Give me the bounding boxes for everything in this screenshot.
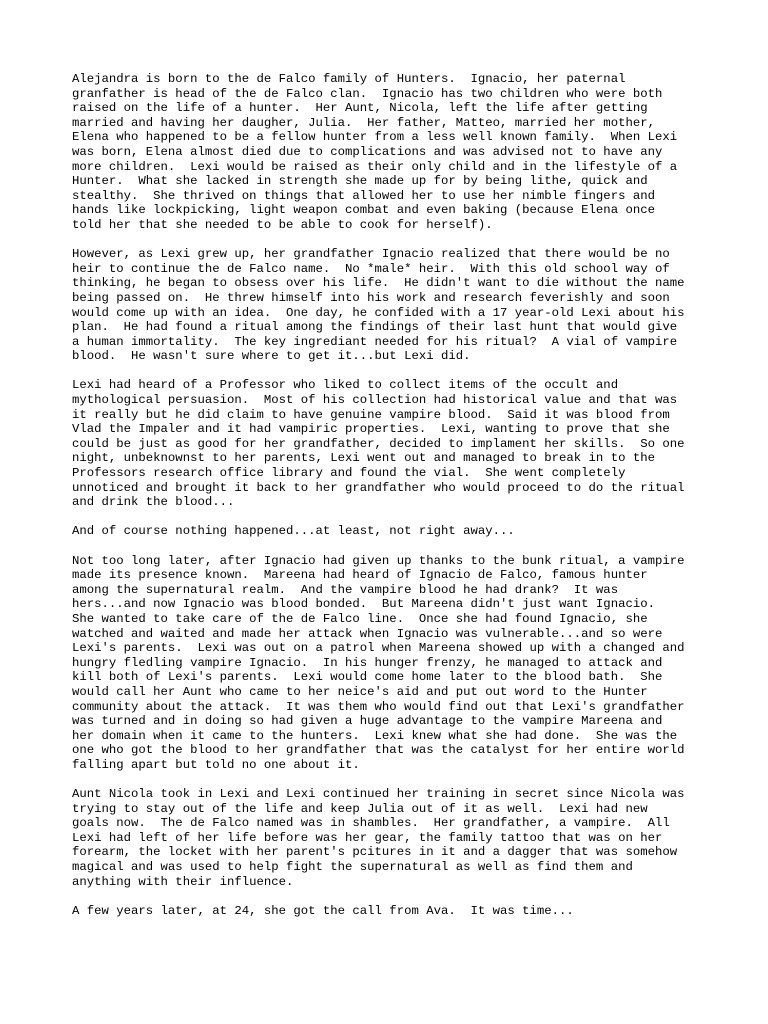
paragraph-2: However, as Lexi grew up, her grandfather Ignacio realized that there would be no heir to continue the de Falco name. No *male* heir. With this old school way of thinking, he began to obsess over his life. He didn't want to die without the name being passed on. He threw himself into his work and research feverishly and soon would come up with an idea. One day, he confided with a 17 year-old Lexi about his plan. He had found a ritual among the findings of their last hunt that would give a human immortality. The key ingrediant needed for his ritual? A vial of vampire blood. He wasn't sure where to get it...but Lexi did. — [72, 247, 685, 364]
paragraph-3: Lexi had heard of a Professor who liked to collect items of the occult and mythological persuasion. Most of his collection had historical value and that was it really but he did claim to have genuine vampire blood. Said it was blood from Vlad the Impaler and it had vampiric properties. Lexi, wanting to prove that she could be just as good for her grandfather, decided to implament her skills. So one night, unbeknownst to her parents, Lexi went out and managed to break in to the Professors research office library and found the vial. She went completely unnoticed and brought it back to her grandfather who would proceed to do the ritual and drink the blood... — [72, 378, 685, 510]
paragraph-6: Aunt Nicola took in Lexi and Lexi continued her training in secret since Nicola was trying to stay out of the life and keep Julia out of it as well. Lexi had new goals now. The de Falco named was in shambles. Her grandfather, a vampire. All Lexi had left of her life before was her gear, the family tattoo that was on her forearm, the locket with her parent's pcitures in it and a dagger that was somehow magical and was used to help fight the supernatural as well as find them and anything with their influence. — [72, 787, 685, 889]
paragraph-4: And of course nothing happened...at least, not right away... — [72, 524, 515, 539]
paragraph-7: A few years later, at 24, she got the call from Ava. It was time... — [72, 903, 574, 918]
document-page — [72, 72, 712, 933]
paragraph-1: Alejandra is born to the de Falco family of Hunters. Ignacio, her paternal granfather is head of the de Falco clan. Ignacio has two children who were both raised on the life of a hunter. Her Aunt, Nicola, left the life after getting married and having her daugher, Julia. Her father, Matteo, married her mother, Elena who happened to be a fellow hunter from a less well known family. When Lexi was born, Elena almost died due to complications and was advised not to have any more children. Lexi would be raised as their only child and in the lifestyle of a Hunter. What she lacked in strength she made up for by being lithe, quick and stealthy. She thrived on things that allowed her to use her nimble fingers and hands like lockpicking, light weapon combat and even baking (because Elena once told her that she needed to be able to cook for herself). — [72, 72, 678, 232]
paragraph-5: Not too long later, after Ignacio had given up thanks to the bunk ritual, a vampire made its presence known. Mareena had heard of Ignacio de Falco, famous hunter among the supernatural realm. And the vampire blood he had drank? It was hers...and now Ignacio was blood bonded. But Mareena didn't just want Ignacio. She wanted to take care of the de Falco line. Once she had found Ignacio, she watched and waited and made her attack when Ignacio was vulnerable...and so were Lexi's parents. Lexi was out on a patrol when Mareena showed up with a changed and hungry fledling vampire Ignacio. In his hunger frenzy, he managed to attack and kill both of Lexi's parents. Lexi would come home later to the blood bath. She would call her Aunt who came to her neice's aid and put out word to the Hunter community about the attack. It was them who would find out that Lexi's grandfather was turned and in doing so had given a huge advantage to the vampire Mareena and her domain when it came to the hunters. Lexi knew what she had done. She was the one who got the blood to her grandfather that was the catalyst for her entire world falling apart but told no one about it. — [72, 553, 685, 772]
